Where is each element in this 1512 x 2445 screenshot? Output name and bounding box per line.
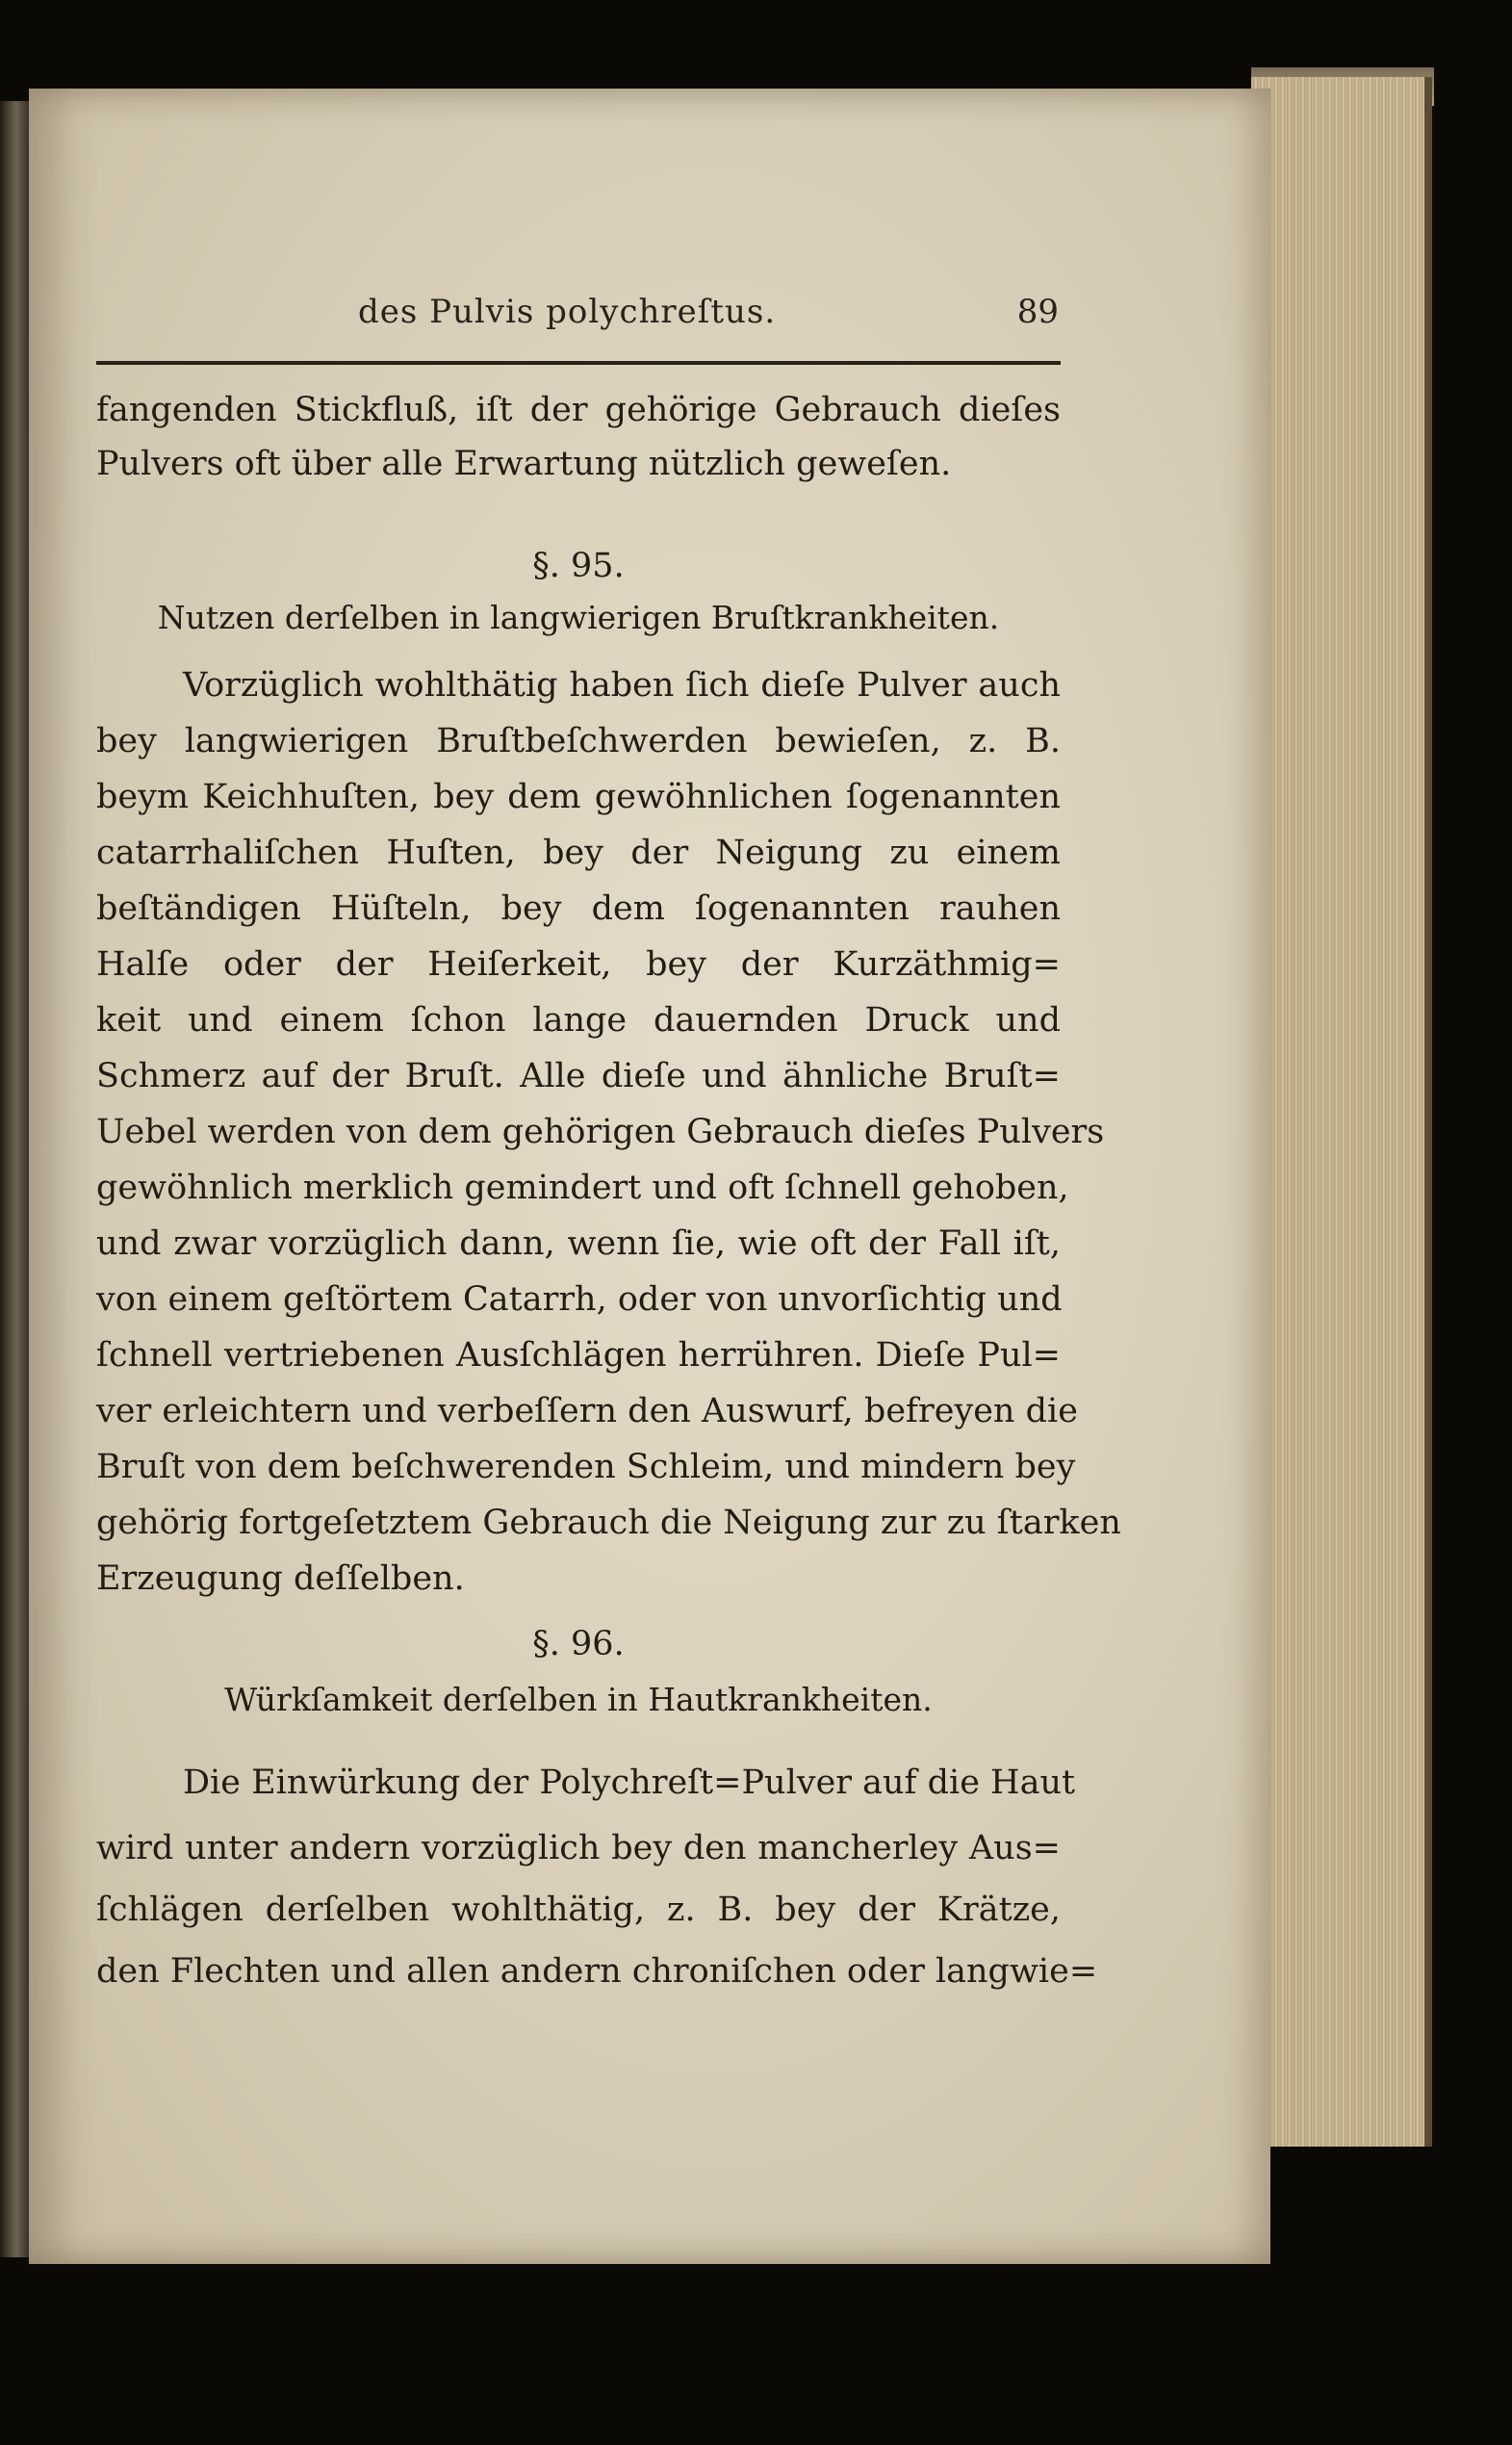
- header-rule: [96, 361, 1061, 365]
- text-line: Bruſt von dem beſchwerenden Schleim, und mindern bey: [96, 1448, 1076, 1486]
- text-line: Uebel werden von dem gehörigen Gebrauch dieſes Pulvers: [96, 1113, 1105, 1151]
- section-heading: Würkſamkeit derſelben in Hautkrankheiten.: [224, 1681, 933, 1718]
- text-line: ver erleichtern und verbeſſern den Auswurf, befreyen die: [96, 1392, 1078, 1430]
- text-line: und zwar vorzüglich dann, wenn ſie, wie oft der Fall iſt,: [96, 1224, 1061, 1263]
- text-line: beſtändigen Hüſteln, bey dem ſogenannten rauhen: [96, 889, 1061, 928]
- text-line: wird unter andern vorzüglich bey den mancherley Aus=: [96, 1829, 1061, 1867]
- section-heading: Nutzen derſelben in langwierigen Bruſtkrankheiten.: [157, 599, 1000, 636]
- text-line: keit und einem ſchon lange dauernden Druck und: [96, 1001, 1061, 1040]
- text-line: Vorzüglich wohlthätig haben ſich dieſe Pulver auch: [183, 666, 1061, 705]
- text-line: von einem geſtörtem Catarrh, oder von unvorſichtig und: [96, 1280, 1063, 1319]
- text-line: catarrhaliſchen Huſten, bey der Neigung zu einem: [96, 834, 1061, 872]
- text-line: bey langwierigen Bruſtbeſchwerden bewieſen, z. B.: [96, 722, 1061, 760]
- section-number: §. 96.: [532, 1625, 625, 1663]
- text-line: Pulvers oft über alle Erwartung nützlich geweſen.: [96, 445, 952, 483]
- text-line: ſchlägen derſelben wohlthätig, z. B. bey der Krätze,: [96, 1891, 1061, 1929]
- text-line: beym Keichhuſten, bey dem gewöhnlichen ſogenannten: [96, 778, 1061, 816]
- text-line: gewöhnlich merklich gemindert und oft ſchnell gehoben,: [96, 1169, 1069, 1207]
- text-line: gehörig fortgeſetztem Gebrauch die Neigung zur zu ſtarken: [96, 1504, 1121, 1542]
- text-line: den Flechten und allen andern chroniſchen oder langwie=: [96, 1952, 1098, 1991]
- text-line: Die Einwürkung der Polychreſt=Pulver auf die Haut: [183, 1763, 1076, 1802]
- text-line: ſchnell vertriebenen Ausſchlägen herrühren. Dieſe Pul=: [96, 1336, 1061, 1375]
- facing-page-edge: [0, 101, 29, 2257]
- text-line: Schmerz auf der Bruſt. Alle dieſe und ähnliche Bruſt=: [96, 1057, 1061, 1095]
- text-line: Halſe oder der Heiſerkeit, bey der Kurzäthmig=: [96, 945, 1061, 984]
- section-number: §. 95.: [532, 547, 625, 585]
- text-line: Erzeugung deſſelben.: [96, 1559, 465, 1598]
- page-number: 89: [1016, 293, 1059, 331]
- running-head: [96, 289, 1059, 339]
- running-head-title: des Pulvis polychreſtus.: [358, 293, 777, 331]
- page-stack-edge: [1251, 77, 1432, 2147]
- text-line: fangenden Stickfluß, iſt der gehörige Gebrauch dieſes: [96, 391, 1061, 429]
